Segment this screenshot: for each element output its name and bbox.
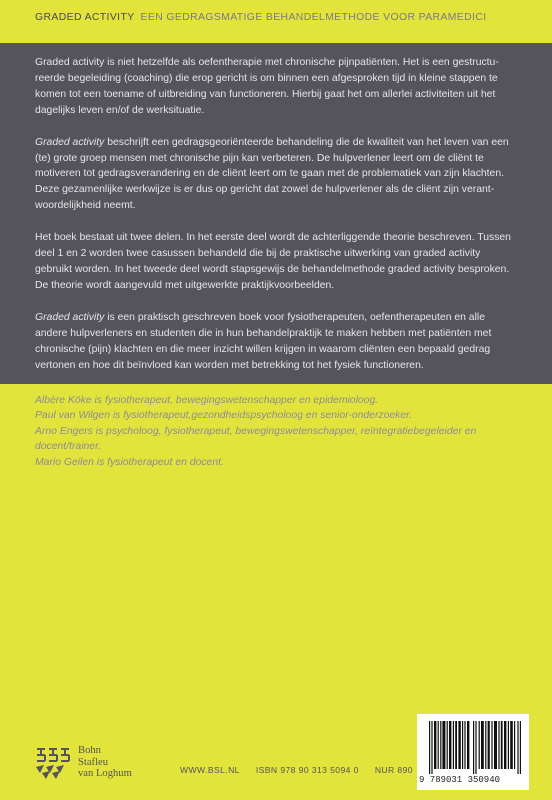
paragraph-1: Graded activity is niet hetzelfde als oefentherapie met chronische pijnpatiënten. Het is een gestructureerde begeleiding (coaching) die erop gericht is om binnen een afgesproken tijd in kleine stappen te komen tot een toename of uitbreiding van functioneren. Hierbij gaat het om allerlei activiteiten uit het dagelijks leven en/of de werksituatie.	[35, 57, 499, 116]
author-3: Arno Engers is psycholoog, fysiotherapeut, bewegingswetenschapper, reïntegratiebegeleider en docent/trainer.	[35, 425, 477, 453]
author-list	[35, 393, 515, 470]
author-1: Albère Köke is fysiotherapeut, bewegingswetenschapper en epidemioloog.	[35, 395, 379, 406]
header-line	[35, 12, 487, 23]
publisher-line-3: van Loghum	[78, 768, 132, 780]
nur-text: NUR 890	[374, 765, 413, 775]
publisher-line-1: Bohn	[78, 745, 101, 756]
barcode-digits: 9 789031 350940	[419, 775, 501, 785]
paragraph-3: Het boek bestaat uit twee delen. In het eerste deel wordt de achterliggende theorie beschreven. Tussen deel 1 en 2 worden twee casussen behandeld die bij de praktische uitwerking van graded activity gebruikt worden. In het tweede deel wordt stapsgewijs de behandelmethode graded activity besproken. De theorie wordt aangevuld met uitgewerkte praktijkvoorbeelden.	[35, 232, 511, 291]
paragraph-4-text: is een praktisch geschreven boek voor fysiotherapeuten, oefentherapeuten en alle andere hulpverleners en studenten die in hun behandelpraktijk te maken hebben met patiënten met chronische (pijn) klachten en die meer inzicht willen krijgen in waarom cliënten een bepaald gedrag vertonen en hoe dit beïnvloed kan worden met betrekking tot het fysiek functioneren.	[35, 311, 492, 371]
publisher-line-2: Stafleu	[78, 756, 109, 768]
paragraph-2	[35, 135, 517, 215]
paragraph-2-text: beschrijft een gedragsgeoriënteerde behandeling die de kwaliteit van het leven van een (te) grote groep mensen met chronische pijn kan verbeteren. De hulpverlener leert om de cliënt te motiveren tot gedragsverandering en de cliënt leert om te gaan met de problematiek van zijn klachten. Deze gezamenlijke werkwijze is er dus op gericht dat zowel de hulpverlener als de cliënt zijn verantwoordelijkheid neemt.	[35, 136, 509, 212]
isbn-text: ISBN 978 90 313 5094 0	[255, 765, 359, 775]
paragraph-4	[35, 310, 517, 374]
publisher-block	[34, 745, 184, 785]
author-2: Paul van Wilgen is fysiotherapeut,gezondheidspsycholoog en senior-onderzoeker.	[35, 410, 413, 422]
series-subtitle: EEN GEDRAGSMATIGE BEHANDELMETHODE VOOR PARAMEDICI	[140, 12, 487, 23]
paragraph-2-title: Graded activity	[35, 136, 105, 148]
description-text	[35, 55, 517, 389]
publisher-name	[78, 745, 132, 780]
bsl-logo-icon	[34, 745, 74, 781]
series-title: GRADED ACTIVITY	[35, 12, 135, 23]
website-link: WWW.BSL.NL	[180, 765, 240, 775]
header-band	[0, 0, 552, 43]
footer-info	[180, 765, 429, 775]
barcode	[417, 714, 529, 790]
paragraph-4-title: Graded activity	[35, 311, 105, 323]
author-4: Mario Geilen is fysiotherapeut en docent.	[35, 456, 224, 468]
barcode-icon	[429, 721, 521, 774]
